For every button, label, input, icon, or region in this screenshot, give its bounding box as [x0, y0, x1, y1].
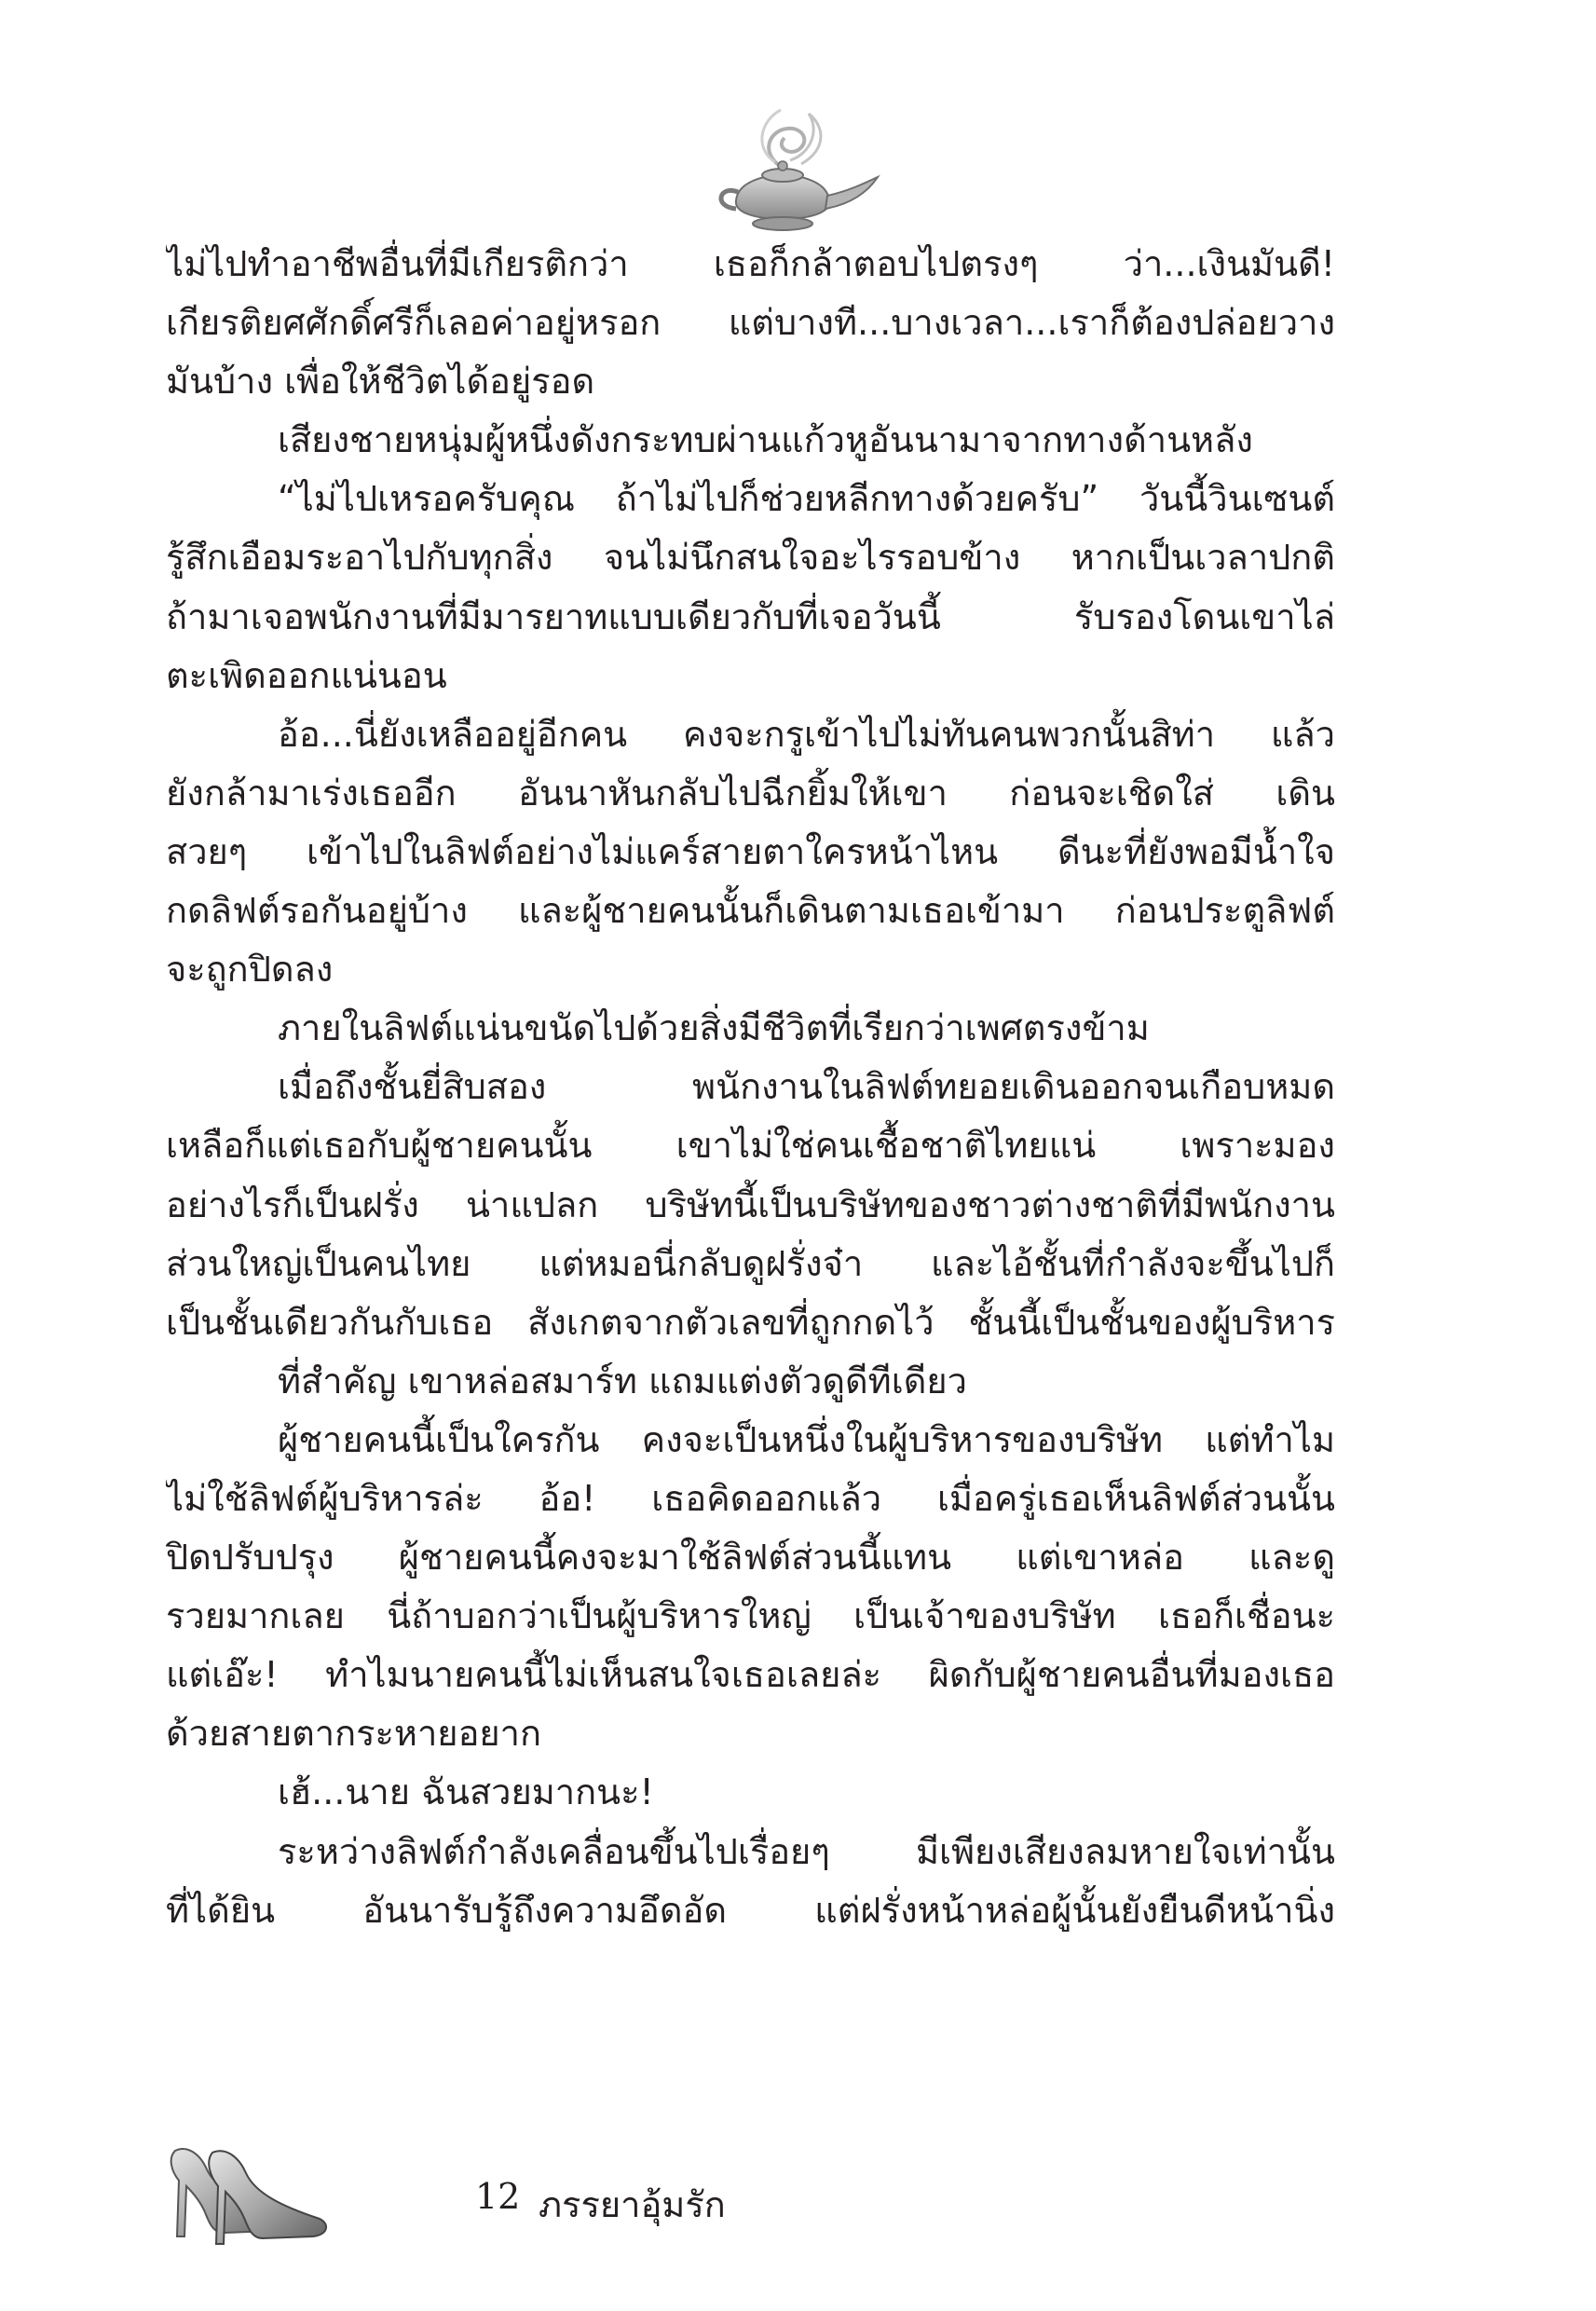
text-line: ที่สำคัญ เขาหล่อสมาร์ท แถมแต่งตัวดูดีทีเดียว [278, 1360, 967, 1402]
text-line: สวยๆ เข้าไปในลิฟต์อย่างไม่แคร์สายตาใครหน้าไหน ดีนะที่ยังพอมีน้ำใจ [166, 830, 1335, 872]
text-line: รู้สึกเอือมระอาไปกับทุกสิ่ง จนไม่นึกสนใจอะไรรอบข้าง หากเป็นเวลาปกติ [166, 537, 1335, 579]
book-title: ภรรยาอุ้มรัก [539, 2184, 726, 2225]
text-line: ผู้ชายคนนี้เป็นใครกัน คงจะเป็นหนึ่งในผู้บริหารของบริษัท แต่ทำไม [278, 1418, 1335, 1460]
text-line: เป็นชั้นเดียวกันกับเธอ สังเกตจากตัวเลขที่ถูกกดไว้ ชั้นนี้เป็นชั้นของผู้บริหาร [166, 1301, 1335, 1343]
text-line: ระหว่างลิฟต์กำลังเคลื่อนขึ้นไปเรื่อยๆ มีเพียงเสียงลมหายใจเท่านั้น [278, 1830, 1335, 1872]
text-line: ไม่ไปทำอาชีพอื่นที่มีเกียรติกว่า เธอก็กล้าตอบไปตรงๆ ว่า...เงินมันดี! [166, 243, 1335, 284]
text-line: เสียงชายหนุ่มผู้หนึ่งดังกระทบผ่านแก้วหูอันนามาจากทางด้านหลัง [278, 419, 1253, 461]
text-line: รวยมากเลย นี่ถ้าบอกว่าเป็นผู้บริหารใหญ่ เป็นเจ้าของบริษัท เธอก็เชื่อนะ [166, 1595, 1335, 1637]
text-line: มันบ้าง เพื่อให้ชีวิตได้อยู่รอด [166, 361, 595, 403]
page-number: 12 [475, 2176, 521, 2217]
text-line: เหลือก็แต่เธอกับผู้ชายคนนั้น เขาไม่ใช่คนเชื้อชาติไทยแน่ เพราะมอง [166, 1125, 1335, 1167]
text-line: ส่วนใหญ่เป็นคนไทย แต่หมอนี่กลับดูฝรั่งจ๋า และไอ้ชั้นที่กำลังจะขึ้นไปก็ [166, 1242, 1335, 1284]
text-line: ภายในลิฟต์แน่นขนัดไปด้วยสิ่งมีชีวิตที่เรียกว่าเพศตรงข้าม [278, 1007, 1150, 1049]
story-text [166, 235, 1335, 1940]
text-line: อย่างไรก็เป็นฝรั่ง น่าแปลก บริษัทนี้เป็นบริษัทของชาวต่างชาติที่มีพนักงาน [166, 1183, 1335, 1225]
text-line: เมื่อถึงชั้นยี่สิบสอง พนักงานในลิฟต์ทยอยเดินออกจนเกือบหมด [278, 1066, 1335, 1108]
text-line: ตะเพิดออกแน่นอน [166, 654, 447, 696]
page-footer [158, 2125, 904, 2255]
text-line: ยังกล้ามาเร่งเธออีก อันนาหันกลับไปฉีกยิ้มให้เขา ก่อนจะเชิดใส่ เดิน [166, 772, 1335, 814]
text-line: ไม่ใช้ลิฟต์ผู้บริหารล่ะ อ้อ! เธอคิดออกแล้ว เมื่อครู่เธอเห็นลิฟต์ส่วนนั้น [166, 1477, 1335, 1519]
magic-lamp-icon [671, 103, 894, 242]
text-line: อ้อ...นี่ยังเหลืออยู่อีกคน คงจะกรูเข้าไปไม่ทันคนพวกนั้นสิท่า แล้ว [278, 713, 1335, 755]
high-heels-icon [158, 2125, 335, 2255]
text-line: เฮ้...นาย ฉันสวยมากนะ! [278, 1771, 654, 1813]
text-line: ด้วยสายตากระหายอยาก [166, 1713, 542, 1755]
text-line: ถ้ามาเจอพนักงานที่มีมารยาทแบบเดียวกับที่เจอวันนี้ รับรองโดนเขาไล่ [166, 595, 1335, 637]
text-line: กดลิฟต์รอกันอยู่บ้าง และผู้ชายคนนั้นก็เดินตามเธอเข้ามา ก่อนประตูลิฟต์ [166, 890, 1335, 932]
text-line: “ไม่ไปเหรอครับคุณ ถ้าไม่ไปก็ช่วยหลีกทางด้วยครับ” วันนี้วินเซนต์ [278, 478, 1335, 520]
text-line: ปิดปรับปรุง ผู้ชายคนนี้คงจะมาใช้ลิฟต์ส่วนนี้แทน แต่เขาหล่อ และดู [166, 1537, 1335, 1579]
text-line: จะถูกปิดลง [166, 949, 334, 991]
text-line: ที่ได้ยิน อันนารับรู้ถึงความอึดอัด แต่ฝรั่งหน้าหล่อผู้นั้นยังยืนดีหน้านิ่ง [166, 1889, 1335, 1931]
text-line: เกียรติยศศักดิ์ศรีก็เลอค่าอยู่หรอก แต่บางที...บางเวลา...เราก็ต้องปล่อยวาง [166, 302, 1335, 344]
text-line: แต่เอ๊ะ! ทำไมนายคนนี้ไม่เห็นสนใจเธอเลยล่ะ ผิดกับผู้ชายคนอื่นที่มองเธอ [166, 1654, 1335, 1696]
